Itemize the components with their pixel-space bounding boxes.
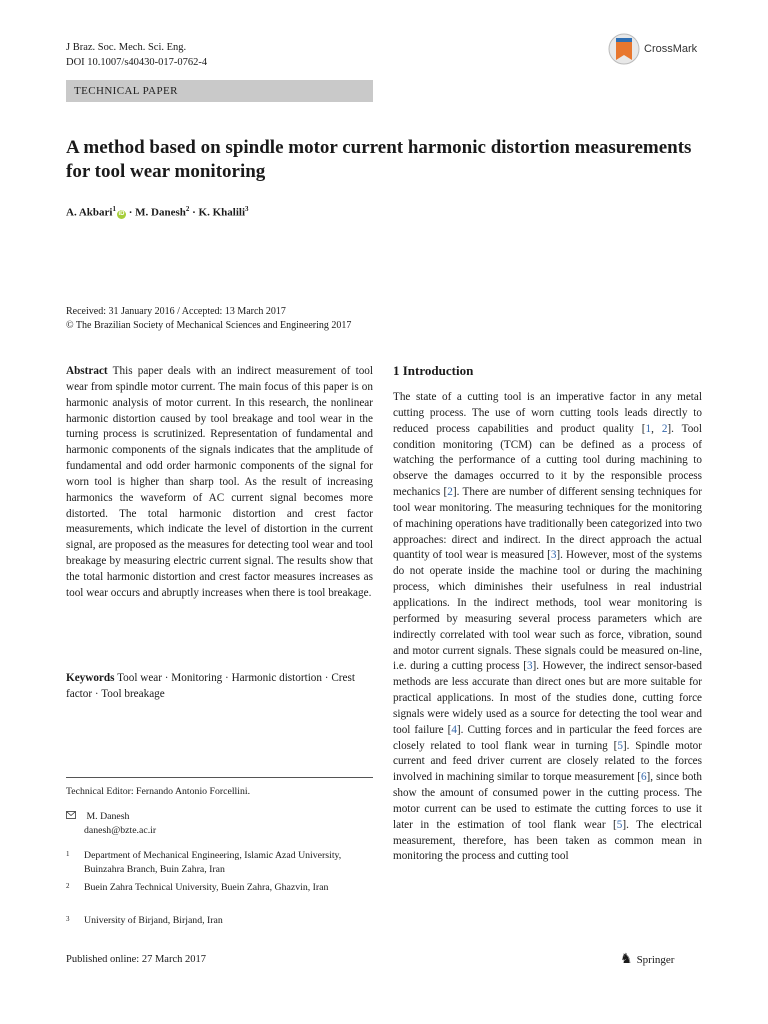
- received-date: Received: 31 January 2016 / Accepted: 13 March 2017: [66, 306, 286, 317]
- abstract-label: Abstract: [66, 365, 108, 377]
- journal-name: J Braz. Soc. Mech. Sci. Eng.: [66, 42, 187, 53]
- author-name[interactable]: · K. Khalili: [192, 206, 245, 219]
- article-history: [66, 305, 466, 333]
- abstract: [66, 364, 373, 602]
- technical-editor: Technical Editor: Fernando Antonio Forcellini.: [66, 786, 251, 797]
- doi[interactable]: DOI 10.1007/s40430-017-0762-4: [66, 57, 208, 68]
- affiliation-text: University of Birjand, Birjand, Iran: [84, 915, 223, 926]
- publisher-logo[interactable]: [620, 951, 674, 968]
- crossmark-badge[interactable]: [608, 32, 718, 66]
- citation-link[interactable]: 3: [550, 549, 557, 562]
- affiliation-text: Department of Mechanical Engineering, Islamic Azad University, Buinzahra Branch, Buin Zahra, Iran: [84, 850, 342, 875]
- copyright-notice: © The Brazilian Society of Mechanical Sciences and Engineering 2017: [66, 320, 352, 331]
- body-text: ]. Cutting forces and in particular the feed forces are closely related to tool flank wear in turning [: [393, 723, 702, 752]
- corresponding-email[interactable]: danesh@bzte.ac.ir: [84, 825, 157, 836]
- affiliation-item: [66, 849, 373, 877]
- author-name[interactable]: · M. Danesh: [128, 206, 186, 219]
- springer-horse-icon: ♞: [620, 952, 633, 967]
- citation-link[interactable]: 2: [661, 422, 668, 435]
- affiliation-text: Buein Zahra Technical University, Buein Zahra, Ghazvin, Iran: [84, 882, 329, 893]
- body-text: ], since both show the amount of consumed power in the cutting process. The motor current can be used to estimate the cutting forces to use it later in the estimation of tool flank wear [: [393, 771, 702, 831]
- section-heading: 1 Introduction: [393, 363, 474, 378]
- body-text: ]. However, the indirect sensor-based methods are less accurate than direct ones but are more suitable for practical applications. In most of the studies done, cutting force signals were widely used as a source for detecting the tool wear and tool failure [: [393, 660, 702, 736]
- citation-link[interactable]: 5: [616, 818, 623, 831]
- citation-link[interactable]: 6: [640, 771, 647, 784]
- footnote-divider: [66, 777, 373, 778]
- publisher-name: Springer: [636, 953, 675, 966]
- citation-link[interactable]: 2: [447, 486, 453, 499]
- body-text: ]. There are number of different sensing techniques for tool wear monitoring. The measuring techniques for the monitoring of machining operations have traditionally been categorized into two approaches: direct and indirect. In the direct approach the actual quantity of tool wear is measured [: [393, 486, 702, 562]
- paper-type-banner: TECHNICAL PAPER: [66, 80, 373, 102]
- keywords-text: Tool wear · Monitoring · Harmonic distortion · Crest factor · Tool breakage: [66, 672, 355, 700]
- affiliation-mark: 2: [185, 205, 190, 213]
- body-text: ,: [651, 422, 662, 435]
- affiliation-number: 1: [66, 850, 70, 858]
- envelope-icon: [66, 810, 78, 824]
- affiliation-mark: 1: [112, 205, 116, 213]
- body-text: ]. The electrical measurement, therefore, has been taken as common mean in monitoring the process and cutting tool: [393, 818, 702, 863]
- affiliation-mark: 3: [245, 205, 249, 213]
- affiliation-number: 3: [66, 915, 70, 923]
- published-date: Published online: 27 March 2017: [66, 954, 206, 965]
- citation-link[interactable]: 5: [617, 739, 623, 752]
- paper-title: A method based on spindle motor current harmonic distortion measurements for tool wear monitoring: [66, 137, 692, 182]
- body-text: ]. Spindle motor current and feed driver current are closely related to the forces involved in machining similar to torque measurement [: [393, 739, 702, 784]
- keywords-label: Keywords: [66, 672, 115, 684]
- citation-link[interactable]: 3: [526, 660, 533, 673]
- citation-link[interactable]: 1: [645, 422, 652, 435]
- citation-link[interactable]: 4: [451, 723, 457, 736]
- journal-header: [66, 40, 207, 70]
- body-text: ]. Tool condition monitoring (TCM) can be defined as a process of watching the performance of a cutting tool during machining to observe the damages occurred to it by the responsible process mechanics [: [393, 422, 703, 499]
- orcid-icon[interactable]: iD: [118, 210, 125, 217]
- corresponding-author: [66, 810, 373, 838]
- body-text: The state of a cutting tool is an imperative factor in any metal cutting process. The use of worn cutting tools leads directly to reduced process capabilities and product quality [: [393, 391, 702, 435]
- body-text: ]. However, most of the systems do not operate inside the machine tool or during the machining process, which diminishes their usefulness in real industrial applications. In the indirect methods, tool wear monitoring is performed by measuring several process parameters which are indirectly correlated with tool wear such as force, vibration, sound and motor current signals. These signals could be measured on-line, i.e. during a cutting process [: [393, 549, 702, 673]
- keywords: [66, 671, 373, 703]
- author-name[interactable]: A. Akbari: [66, 206, 113, 219]
- affiliation-item: [66, 881, 373, 895]
- affiliation-item: [66, 914, 373, 928]
- crossmark-icon: [608, 33, 640, 65]
- introduction-body: [393, 390, 702, 865]
- crossmark-label: CrossMark: [644, 43, 698, 55]
- affiliation-number: 2: [66, 882, 70, 890]
- author-list: [66, 205, 249, 219]
- abstract-text: This paper deals with an indirect measurement of tool wear from spindle motor current. The main focus of this paper is on harmonic analysis of motor current. In this research, the nonlinear harmonic distortion caused by tool breakage and tool wear in the turning process is scrutinized. Representation of fundamental and harmonic components of the signals indicates that the amplitude of fundamental and odd order harmonic components of the signal for worn tool is higher than sharp tool. As the result of increasing harmonics the waveform of AC current signal becomes more distorted. The total harmonic distortion and crest factor measurements, which indicate the level of distortion in the current signal, are proposed as the measures for detecting tool wear and tool breakage by measuring electric current signal. The results show that the total harmonic distortion and crest factor measures increases as tool wear occurs and abruptly increases when there is tool breakage.: [66, 365, 373, 599]
- corresponding-name: M. Danesh: [86, 811, 130, 822]
